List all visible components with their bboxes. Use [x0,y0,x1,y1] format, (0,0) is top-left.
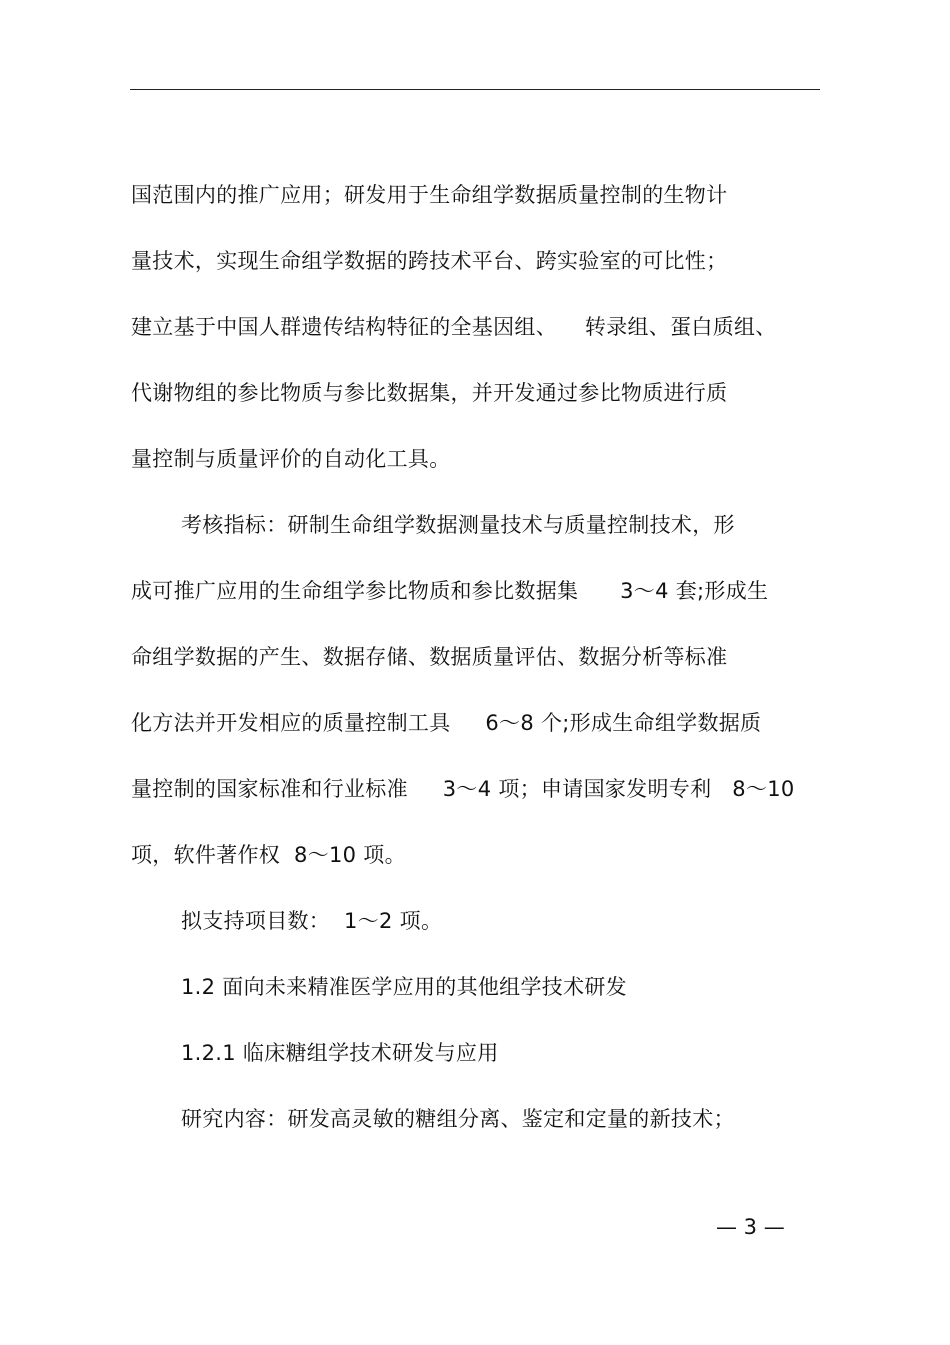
header-rule [130,89,820,90]
text-line: 国范围内的推广应用；研发用于生命组学数据质量控制的生物计 [131,183,728,207]
subsection-heading: 1.2.1 临床糖组学技术研发与应用 [181,1041,499,1065]
page-number: — 3 — [716,1215,785,1239]
text-line: 代谢物组的参比物质与参比数据集，并开发通过参比物质进行质 [131,381,728,405]
text-line: 拟支持项目数： 1～2 项。 [181,909,443,933]
text-line: 量控制的国家标准和行业标准 3～4 项；申请国家发明专利 8～10 [131,777,795,801]
text-line: 量技术，实现生命组学数据的跨技术平台、跨实验室的可比性； [131,249,728,273]
text-line: 建立基于中国人群遗传结构特征的全基因组、 转录组、蛋白质组、 [131,315,777,339]
text-line: 命组学数据的产生、数据存储、数据质量评估、数据分析等标准 [131,645,728,669]
text-line: 量控制与质量评价的自动化工具。 [131,447,451,471]
text-line: 研究内容：研发高灵敏的糖组分离、鉴定和定量的新技术； [181,1107,735,1131]
text-line: 成可推广应用的生命组学参比物质和参比数据集 3～4 套;形成生 [131,579,769,603]
section-heading: 1.2 面向未来精准医学应用的其他组学技术研发 [181,975,627,999]
text-line: 化方法并开发相应的质量控制工具 6～8 个;形成生命组学数据质 [131,711,762,735]
text-line: 考核指标：研制生命组学数据测量技术与质量控制技术，形 [181,513,735,537]
text-line: 项，软件著作权 8～10 项。 [131,843,406,867]
